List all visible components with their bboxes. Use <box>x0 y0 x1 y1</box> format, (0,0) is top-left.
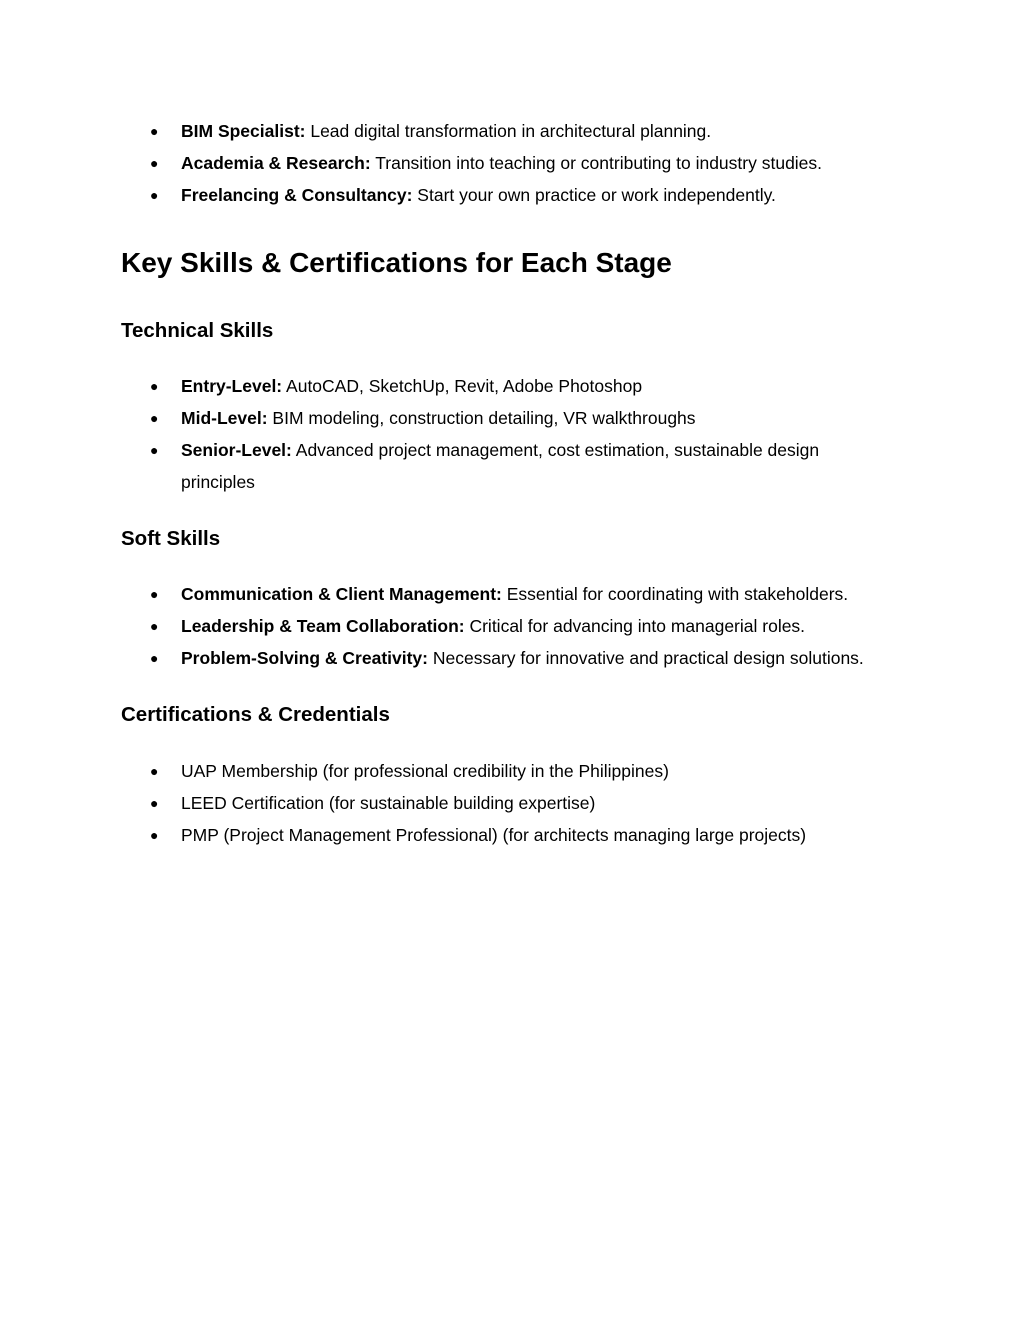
certifications-list <box>150 755 950 851</box>
item-label: Leadership & Team Collaboration: <box>181 616 465 636</box>
bullet-icon: ● <box>150 827 159 843</box>
bullet-icon: ● <box>150 123 159 139</box>
list-item <box>150 787 950 819</box>
list-item <box>150 370 950 402</box>
item-text: UAP Membership (for professional credibility in the Philippines) <box>181 761 669 781</box>
item-text: Lead digital transformation in architectural planning. <box>305 121 712 141</box>
item-text: Start your own practice or work independently. <box>412 185 776 205</box>
list-item <box>150 819 950 851</box>
item-text: Essential for coordinating with stakeholders. <box>501 584 849 604</box>
bullet-icon: ● <box>150 155 159 171</box>
technical-skills-list <box>150 370 950 498</box>
item-label: BIM Specialist: <box>181 121 306 141</box>
certifications-heading: Certifications & Credentials <box>121 703 390 726</box>
section-heading: Key Skills & Certifications for Each Stage <box>121 247 672 278</box>
item-text: Advanced project management, cost estimation, sustainable design principles <box>181 440 820 492</box>
item-label: Mid-Level: <box>181 408 268 428</box>
list-item <box>150 610 950 642</box>
list-item <box>150 147 950 179</box>
bullet-icon: ● <box>150 618 159 634</box>
list-item <box>150 402 950 434</box>
list-item <box>150 578 950 610</box>
soft-skills-heading: Soft Skills <box>121 527 221 550</box>
item-text: AutoCAD, SketchUp, Revit, Adobe Photoshop <box>282 376 643 396</box>
bullet-icon: ● <box>150 410 159 426</box>
list-item <box>150 434 871 498</box>
list-item <box>150 755 950 787</box>
bullet-icon: ● <box>150 763 159 779</box>
item-label: Entry-Level: <box>181 376 283 396</box>
item-label: Freelancing & Consultancy: <box>181 185 413 205</box>
technical-skills-heading: Technical Skills <box>121 319 274 342</box>
item-text: Necessary for innovative and practical design solutions. <box>428 648 864 668</box>
career-paths-list <box>150 115 950 211</box>
bullet-icon: ● <box>150 650 159 666</box>
list-item <box>150 115 950 147</box>
item-label: Communication & Client Management: <box>181 584 502 604</box>
bullet-icon: ● <box>150 187 159 203</box>
bullet-icon: ● <box>150 442 159 458</box>
item-label: Problem-Solving & Creativity: <box>181 648 428 668</box>
item-label: Senior-Level: <box>181 440 292 460</box>
item-text: PMP (Project Management Professional) (for architects managing large projects) <box>181 825 807 845</box>
bullet-icon: ● <box>150 586 159 602</box>
item-label: Academia & Research: <box>181 153 371 173</box>
item-text: LEED Certification (for sustainable building expertise) <box>181 793 596 813</box>
list-item <box>150 642 950 674</box>
item-text: BIM modeling, construction detailing, VR walkthroughs <box>267 408 696 428</box>
bullet-icon: ● <box>150 378 159 394</box>
list-item <box>150 179 950 211</box>
bullet-icon: ● <box>150 795 159 811</box>
item-text: Transition into teaching or contributing to industry studies. <box>370 153 823 173</box>
soft-skills-list <box>150 578 950 674</box>
item-text: Critical for advancing into managerial roles. <box>464 616 806 636</box>
